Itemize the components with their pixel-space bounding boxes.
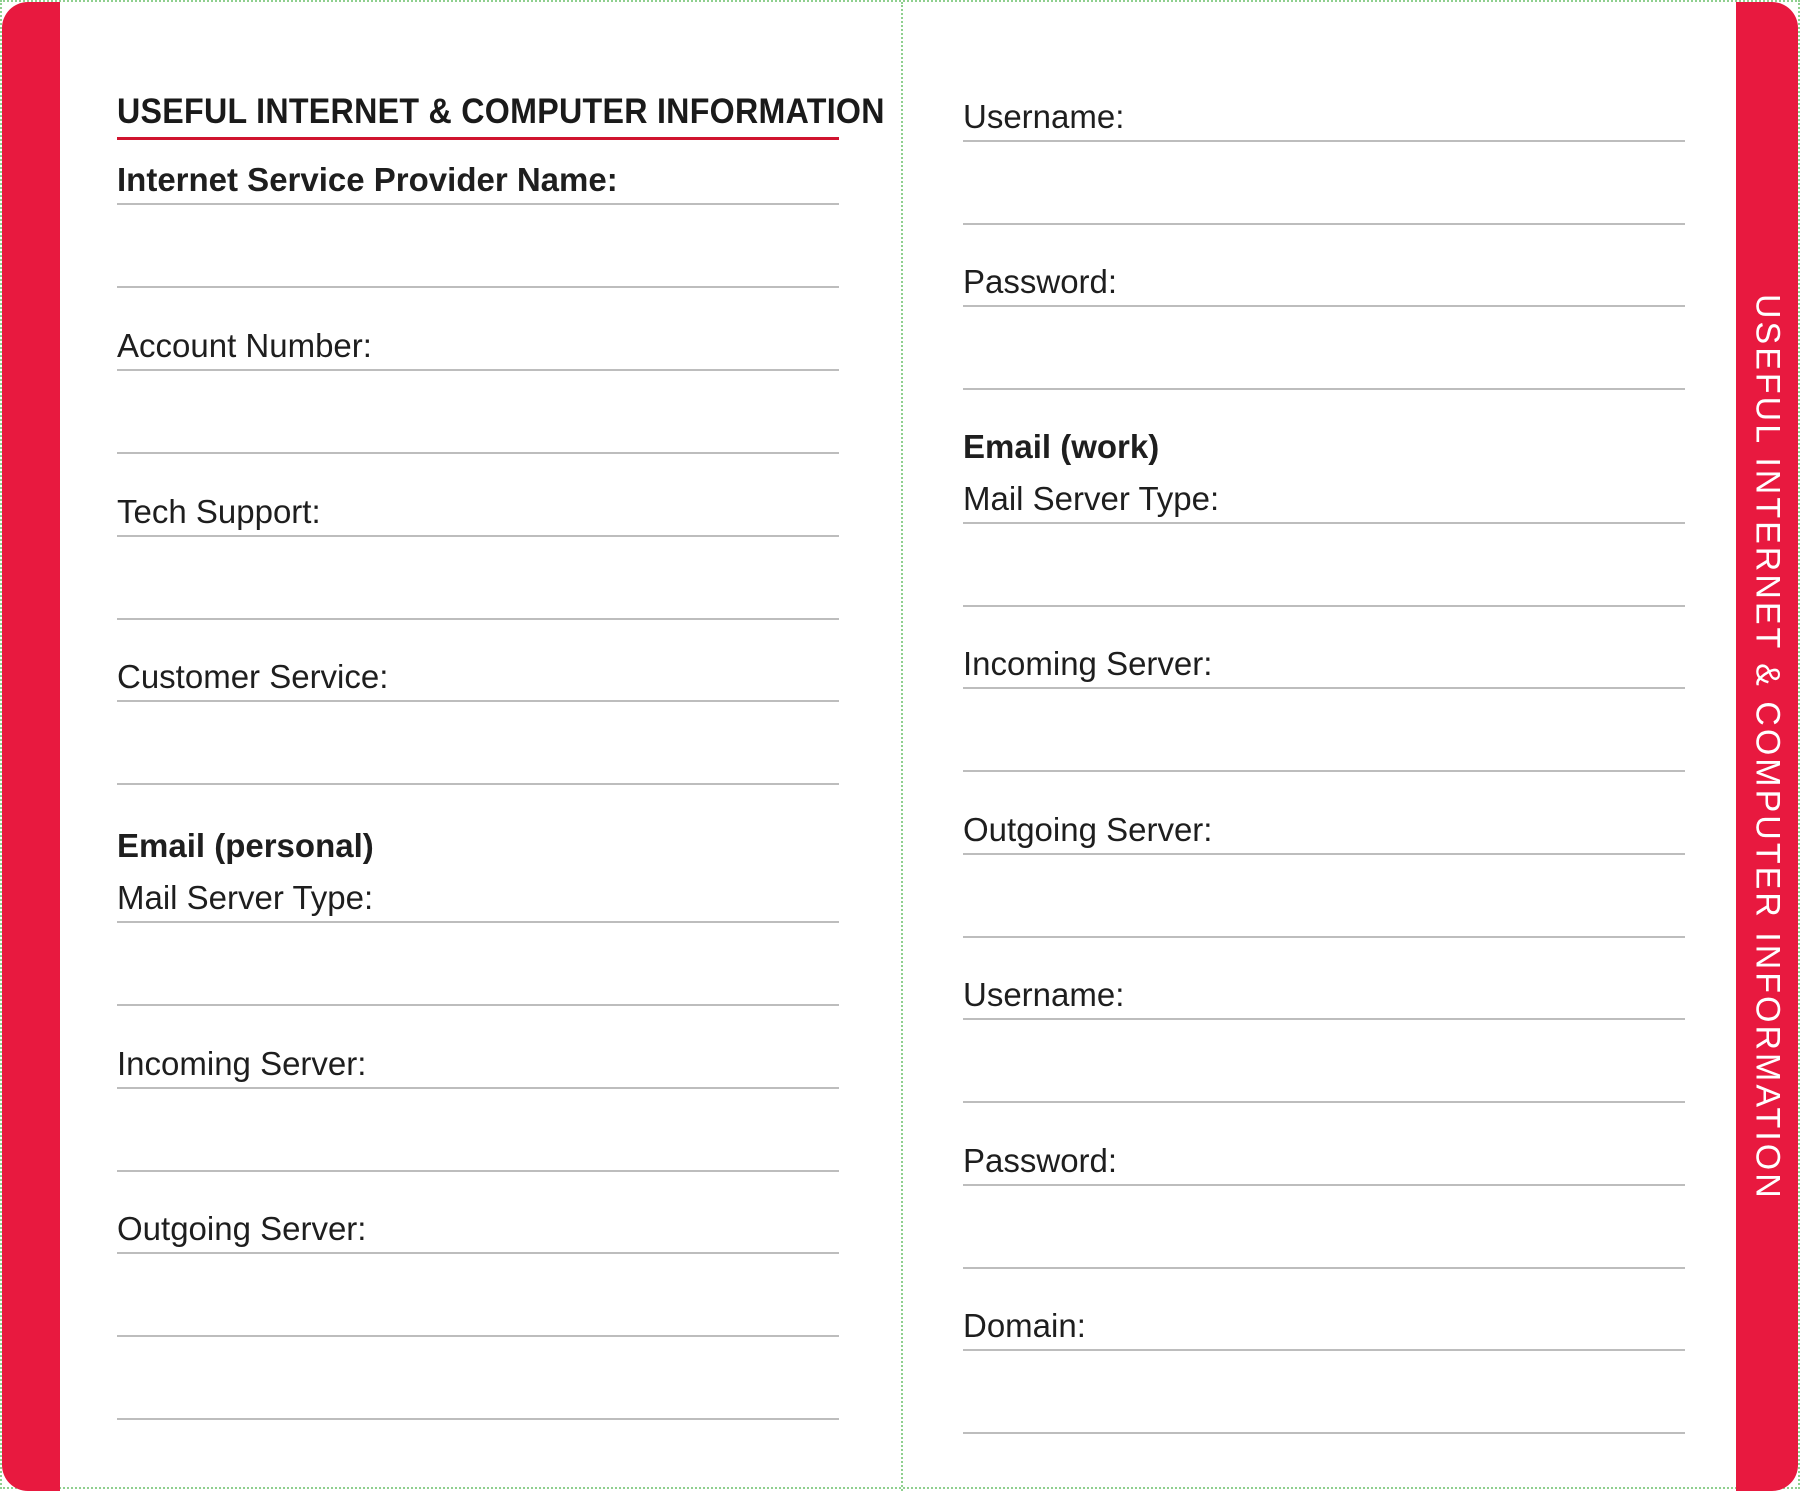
personal-outgoing-server-extra-line[interactable]: [117, 1275, 839, 1335]
work-password-extra-line[interactable]: [963, 1207, 1685, 1267]
account-number-rule: [117, 369, 839, 371]
work-username-extra-line[interactable]: [963, 1041, 1685, 1101]
work-incoming-server-extra-line[interactable]: [963, 710, 1685, 770]
tech-support-extra-line[interactable]: [117, 558, 839, 618]
work-outgoing-server-rule: [963, 853, 1685, 855]
work-username-field[interactable]: Username:: [963, 976, 1125, 1013]
work-password-field[interactable]: Password:: [963, 1142, 1118, 1179]
account-number-field[interactable]: Account Number:: [117, 327, 372, 364]
customer-service-rule: [117, 700, 839, 702]
work-password-extra-rule: [963, 1267, 1685, 1269]
personal-incoming-server-extra-rule: [117, 1170, 839, 1172]
personal-outgoing-server-extra-rule: [117, 1335, 839, 1337]
personal-outgoing-server-field[interactable]: Outgoing Server:: [117, 1210, 367, 1247]
account-number-extra-line[interactable]: [117, 392, 839, 452]
isp-name-field[interactable]: Internet Service Provider Name:: [117, 161, 618, 198]
isp-name-extra-rule: [117, 286, 839, 288]
customer-service-extra-line[interactable]: [117, 723, 839, 783]
tech-support-rule: [117, 535, 839, 537]
work-domain-rule: [963, 1349, 1685, 1351]
personal-password-extra-line[interactable]: [963, 328, 1685, 388]
work-mail-server-type-extra-rule: [963, 605, 1685, 607]
work-username-extra-rule: [963, 1101, 1685, 1103]
personal-incoming-server-field[interactable]: Incoming Server:: [117, 1045, 367, 1082]
work-outgoing-server-field[interactable]: Outgoing Server:: [963, 811, 1213, 848]
tech-support-field[interactable]: Tech Support:: [117, 493, 321, 530]
personal-outgoing-server-rule: [117, 1252, 839, 1254]
page-gutter: [901, 2, 903, 1491]
personal-username-extra-rule: [963, 223, 1685, 225]
personal-outgoing-server-extra-rule-2: [117, 1418, 839, 1420]
page-title: USEFUL INTERNET & COMPUTER INFORMATION: [117, 92, 885, 131]
tech-support-extra-rule: [117, 618, 839, 620]
personal-username-rule: [963, 140, 1685, 142]
account-number-extra-rule: [117, 452, 839, 454]
work-outgoing-server-extra-line[interactable]: [963, 876, 1685, 936]
right-page: [963, 2, 1685, 1491]
isp-name-rule: [117, 203, 839, 205]
personal-outgoing-server-extra-line-2[interactable]: [117, 1358, 839, 1418]
work-mail-server-type-extra-line[interactable]: [963, 545, 1685, 605]
work-incoming-server-field[interactable]: Incoming Server:: [963, 645, 1213, 682]
side-tab-text: USEFUL INTERNET & COMPUTER INFORMATION: [1748, 293, 1787, 1201]
work-domain-field[interactable]: Domain:: [963, 1307, 1086, 1344]
work-incoming-server-extra-rule: [963, 770, 1685, 772]
work-username-rule: [963, 1018, 1685, 1020]
work-mail-server-type-rule: [963, 522, 1685, 524]
personal-incoming-server-extra-line[interactable]: [117, 1110, 839, 1170]
isp-name-extra-line[interactable]: [117, 226, 839, 286]
work-domain-extra-rule: [963, 1432, 1685, 1434]
email-personal-heading: Email (personal): [117, 827, 374, 864]
personal-username-extra-line[interactable]: [963, 163, 1685, 223]
side-tab-label: [1744, 293, 1790, 1201]
personal-username-field[interactable]: Username:: [963, 98, 1125, 135]
personal-password-field[interactable]: Password:: [963, 263, 1118, 300]
personal-mail-server-type-field[interactable]: Mail Server Type:: [117, 879, 374, 916]
personal-mail-server-type-extra-line[interactable]: [117, 944, 839, 1004]
personal-password-rule: [963, 305, 1685, 307]
work-password-rule: [963, 1184, 1685, 1186]
left-red-band: [2, 2, 60, 1491]
personal-mail-server-type-rule: [117, 921, 839, 923]
personal-mail-server-type-extra-rule: [117, 1004, 839, 1006]
left-page: [117, 2, 885, 1491]
work-incoming-server-rule: [963, 687, 1685, 689]
title-underline: [117, 137, 839, 140]
customer-service-field[interactable]: Customer Service:: [117, 658, 389, 695]
personal-incoming-server-rule: [117, 1087, 839, 1089]
email-work-heading: Email (work): [963, 428, 1160, 465]
personal-password-extra-rule: [963, 388, 1685, 390]
work-domain-extra-line[interactable]: [963, 1372, 1685, 1432]
work-outgoing-server-extra-rule: [963, 936, 1685, 938]
customer-service-extra-rule: [117, 783, 839, 785]
right-red-tab: [1736, 2, 1798, 1491]
work-mail-server-type-field[interactable]: Mail Server Type:: [963, 480, 1220, 517]
